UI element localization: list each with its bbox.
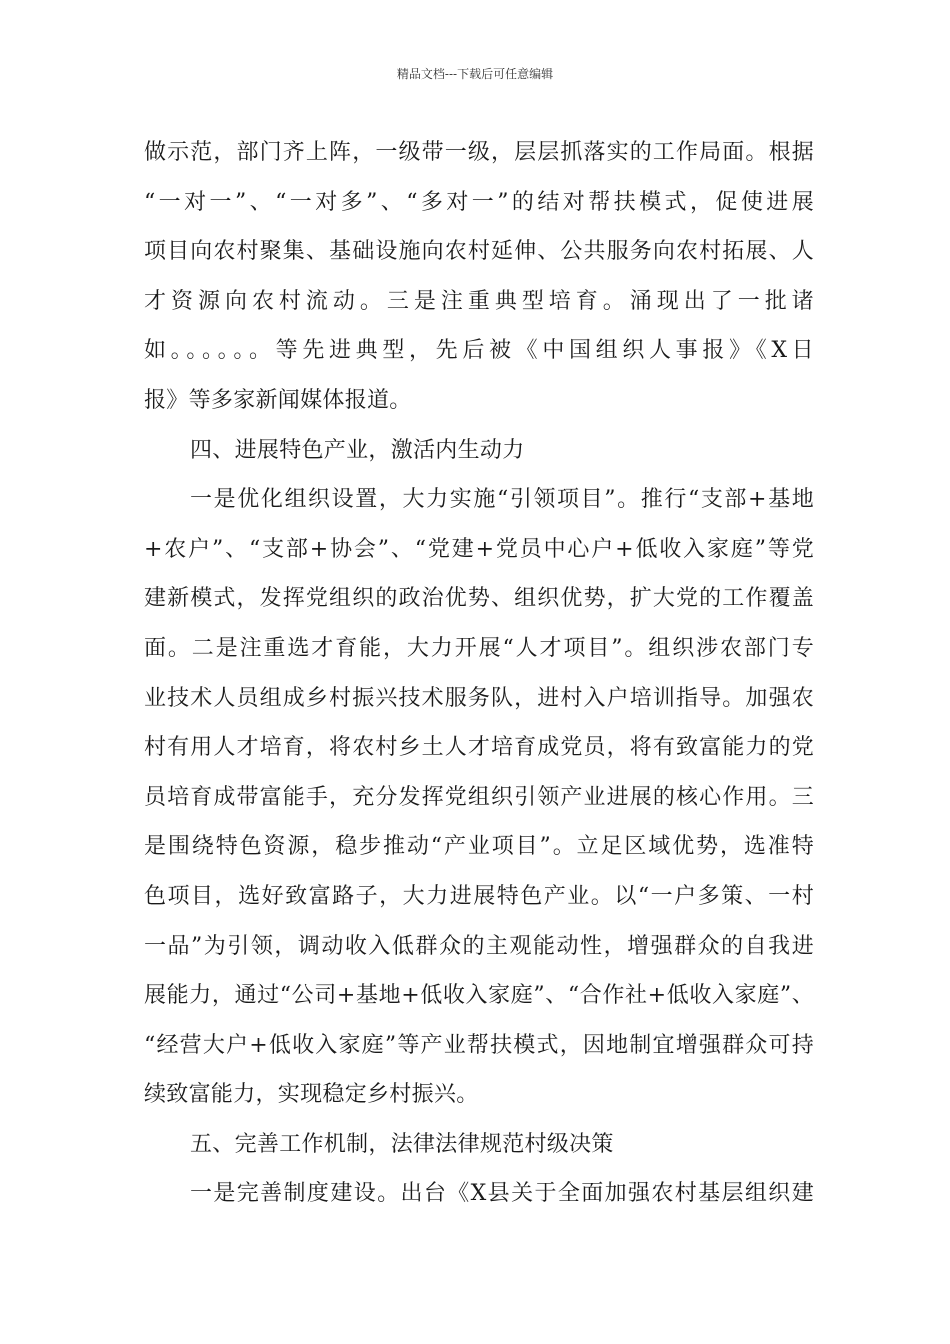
- section-heading: 五、完善工作机制，法律法律规范村级决策: [190, 1131, 614, 1157]
- page-header: 精品文档---下载后可任意编辑: [396, 67, 554, 81]
- paragraph-line: 一品”为引领，调动收入低群众的主观能动性，增强群众的自我进: [144, 933, 814, 959]
- paragraph-line: 是围绕特色资源，稳步推动“产业项目”。立足区域优势，选准特: [144, 834, 814, 860]
- paragraph-line: 如。。。。。。等先进典型，先后被《中国组织人事报》《X日: [144, 338, 814, 364]
- paragraph-line: 色项目，选好致富路子，大力进展特色产业。以“一户多策、一村: [144, 883, 814, 909]
- paragraph-line: 一是完善制度建设。出台《X县关于全面加强农村基层组织建: [190, 1181, 814, 1207]
- paragraph-line: 面。二是注重选才育能，大力开展“人才项目”。组织涉农部门专: [144, 635, 814, 661]
- paragraph-line: 续致富能力，实现稳定乡村振兴。: [144, 1082, 479, 1108]
- paragraph-line: 一是优化组织设置，大力实施“引领项目”。推行“支部+基地: [190, 487, 814, 513]
- paragraph-line: 业技术人员组成乡村振兴技术服务队，进村入户培训指导。加强农: [144, 685, 814, 711]
- paragraph-line: “经营大户+低收入家庭”等产业帮扶模式，因地制宜增强群众可持: [144, 1032, 814, 1058]
- paragraph-line: 才资源向农村流动。三是注重典型培育。涌现出了一批诸: [144, 288, 814, 314]
- document-body: [144, 128, 814, 1219]
- paragraph-line: 做示范，部门齐上阵，一级带一级，层层抓落实的工作局面。根据: [144, 140, 814, 165]
- paragraph-line: 员培育成带富能手，充分发挥党组织引领产业进展的核心作用。三: [144, 784, 814, 810]
- paragraph-line: 村有用人才培育，将农村乡土人才培育成党员，将有致富能力的党: [144, 735, 814, 761]
- paragraph-line: 建新模式，发挥党组织的政治优势、组织优势，扩大党的工作覆盖: [144, 586, 814, 612]
- section-heading: 四、进展特色产业，激活内生动力: [190, 437, 525, 463]
- paragraph-line: 报》等多家新闻媒体报道。: [144, 387, 412, 413]
- paragraph-line: 项目向农村聚集、基础设施向农村延伸、公共服务向农村拓展、人: [144, 239, 814, 265]
- paragraph-line: +农户”、“支部+协会”、“党建+党员中心户+低收入家庭”等党: [144, 536, 814, 562]
- paragraph-line: “一对一”、“一对多”、“多对一”的结对帮扶模式，促使进展: [144, 189, 814, 215]
- paragraph-line: 展能力，通过“公司+基地+低收入家庭”、“合作社+低收入家庭”、: [144, 983, 814, 1009]
